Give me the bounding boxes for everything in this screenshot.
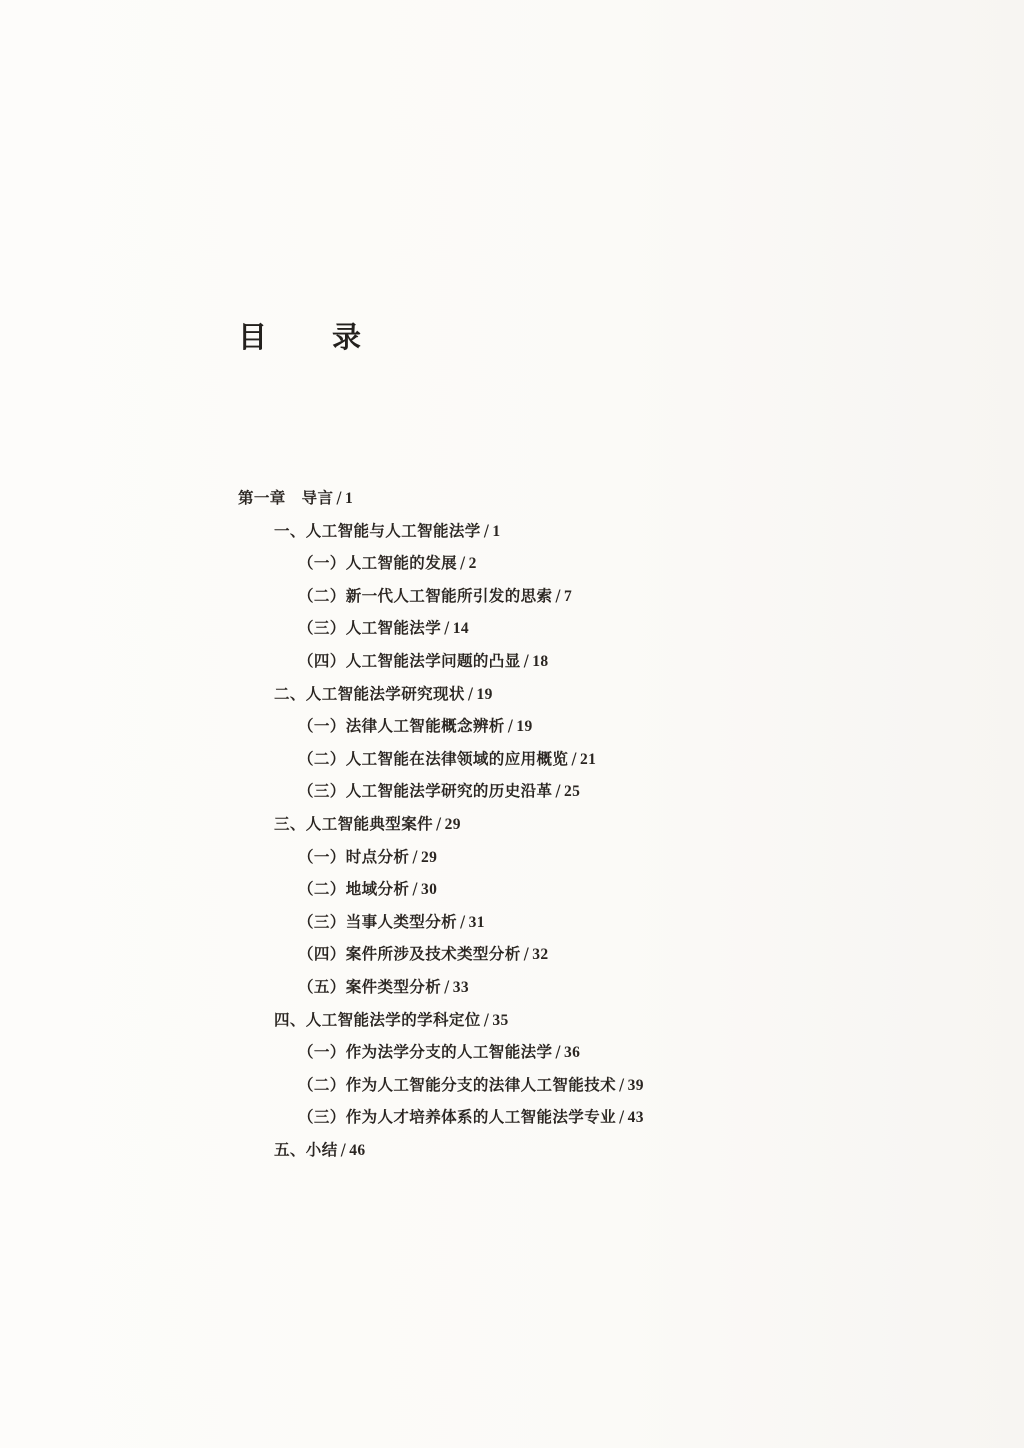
toc-separator: / — [571, 749, 577, 768]
toc-entry-page: 14 — [452, 620, 470, 638]
toc-entry-page: 46 — [349, 1141, 366, 1159]
toc-separator: / — [555, 782, 562, 801]
toc-separator: / — [340, 1140, 347, 1159]
toc-entry-label: （二）地域分析 — [298, 879, 410, 899]
toc-entry-label: （一）作为法学分支的人工智能法学 — [298, 1042, 553, 1062]
toc-entry-label: （三）作为人才培养体系的人工智能法学专业 — [298, 1107, 617, 1127]
toc-entry-page: 36 — [564, 1044, 581, 1062]
toc-entry-page: 33 — [452, 978, 470, 996]
toc-entry-page: 19 — [516, 718, 533, 736]
toc-entry-page: 2 — [468, 555, 477, 573]
toc-entry[interactable] — [274, 678, 858, 711]
toc-separator: / — [523, 651, 530, 670]
toc-entry[interactable] — [298, 580, 858, 613]
toc-entry-label: 一、人工智能与人工智能法学 — [274, 520, 481, 540]
table-of-contents — [238, 482, 858, 1166]
toc-entry-page: 35 — [492, 1011, 509, 1029]
toc-entry-page: 39 — [627, 1076, 644, 1094]
page-title: 目 录 — [238, 320, 380, 354]
toc-entry-page: 29 — [420, 848, 438, 866]
toc-separator: / — [523, 945, 530, 964]
toc-entry[interactable] — [298, 547, 858, 580]
toc-entry-page: 43 — [627, 1109, 644, 1127]
toc-entry[interactable] — [298, 645, 858, 678]
toc-entry-label: （四）人工智能法学问题的凸显 — [298, 650, 521, 670]
toc-entry-page: 19 — [476, 685, 493, 703]
toc-entry[interactable] — [298, 612, 858, 645]
toc-separator: / — [619, 1075, 625, 1094]
toc-separator: / — [444, 977, 450, 996]
toc-entry[interactable] — [274, 1134, 858, 1167]
toc-entry-label: 三、人工智能典型案件 — [274, 813, 434, 833]
toc-entry-page: 1 — [345, 490, 354, 507]
toc-separator: / — [444, 619, 450, 638]
toc-separator: / — [412, 847, 418, 866]
toc-separator: / — [467, 684, 474, 703]
toc-entry-label: （一）法律人工智能概念辨析 — [298, 716, 505, 736]
toc-entry-page: 29 — [444, 815, 461, 833]
toc-entry-page: 7 — [564, 587, 573, 605]
toc-entry[interactable] — [274, 1004, 858, 1037]
toc-entry-label: （一）人工智能的发展 — [298, 553, 458, 573]
toc-entry[interactable] — [238, 482, 858, 515]
toc-separator: / — [619, 1108, 625, 1127]
toc-entry-label: （二）新一代人工智能所引发的思索 — [298, 585, 553, 605]
toc-entry[interactable] — [298, 775, 858, 808]
toc-entry-label: （四）案件所涉及技术类型分析 — [298, 944, 521, 964]
toc-entry-label: （三）人工智能法学研究的历史沿革 — [298, 781, 553, 801]
toc-entry[interactable] — [298, 841, 858, 874]
toc-entry-page: 31 — [468, 913, 485, 931]
toc-entry-page: 32 — [532, 946, 549, 964]
toc-entry[interactable] — [298, 710, 858, 743]
toc-separator: / — [336, 489, 343, 507]
toc-separator: / — [460, 912, 466, 931]
toc-entry-label: 第一章 导言 — [238, 488, 334, 507]
toc-separator: / — [507, 717, 514, 736]
toc-entry[interactable] — [298, 1036, 858, 1069]
toc-separator: / — [460, 554, 466, 573]
toc-entry[interactable] — [298, 971, 858, 1004]
toc-entry-page: 21 — [579, 750, 597, 768]
toc-entry[interactable] — [298, 906, 858, 939]
toc-entry-label: （三）人工智能法学 — [298, 618, 442, 638]
toc-entry-label: （五）案件类型分析 — [298, 976, 442, 996]
toc-separator: / — [483, 521, 490, 540]
toc-entry[interactable] — [298, 1069, 858, 1102]
toc-entry-label: （二）人工智能在法律领域的应用概览 — [298, 748, 569, 768]
toc-entry-page: 25 — [564, 783, 581, 801]
toc-entry-page: 1 — [492, 522, 501, 540]
toc-entry-label: 二、人工智能法学研究现状 — [274, 683, 465, 703]
toc-entry[interactable] — [298, 938, 858, 971]
toc-separator: / — [436, 814, 442, 833]
toc-entry[interactable] — [298, 743, 858, 776]
toc-entry[interactable] — [298, 873, 858, 906]
toc-entry-label: （一）时点分析 — [298, 846, 410, 866]
toc-separator: / — [412, 880, 418, 899]
toc-entry[interactable] — [298, 1101, 858, 1134]
toc-entry[interactable] — [274, 808, 858, 841]
toc-entry-label: （三）当事人类型分析 — [298, 911, 458, 931]
toc-entry-page: 18 — [532, 652, 549, 670]
toc-entry-page: 30 — [420, 881, 438, 899]
toc-separator: / — [483, 1010, 490, 1029]
toc-entry-label: 五、小结 — [274, 1139, 338, 1159]
toc-entry-label: 四、人工智能法学的学科定位 — [274, 1009, 481, 1029]
toc-entry[interactable] — [274, 515, 858, 548]
toc-entry-label: （二）作为人工智能分支的法律人工智能技术 — [298, 1074, 617, 1094]
toc-separator: / — [555, 586, 562, 605]
toc-separator: / — [555, 1043, 562, 1062]
